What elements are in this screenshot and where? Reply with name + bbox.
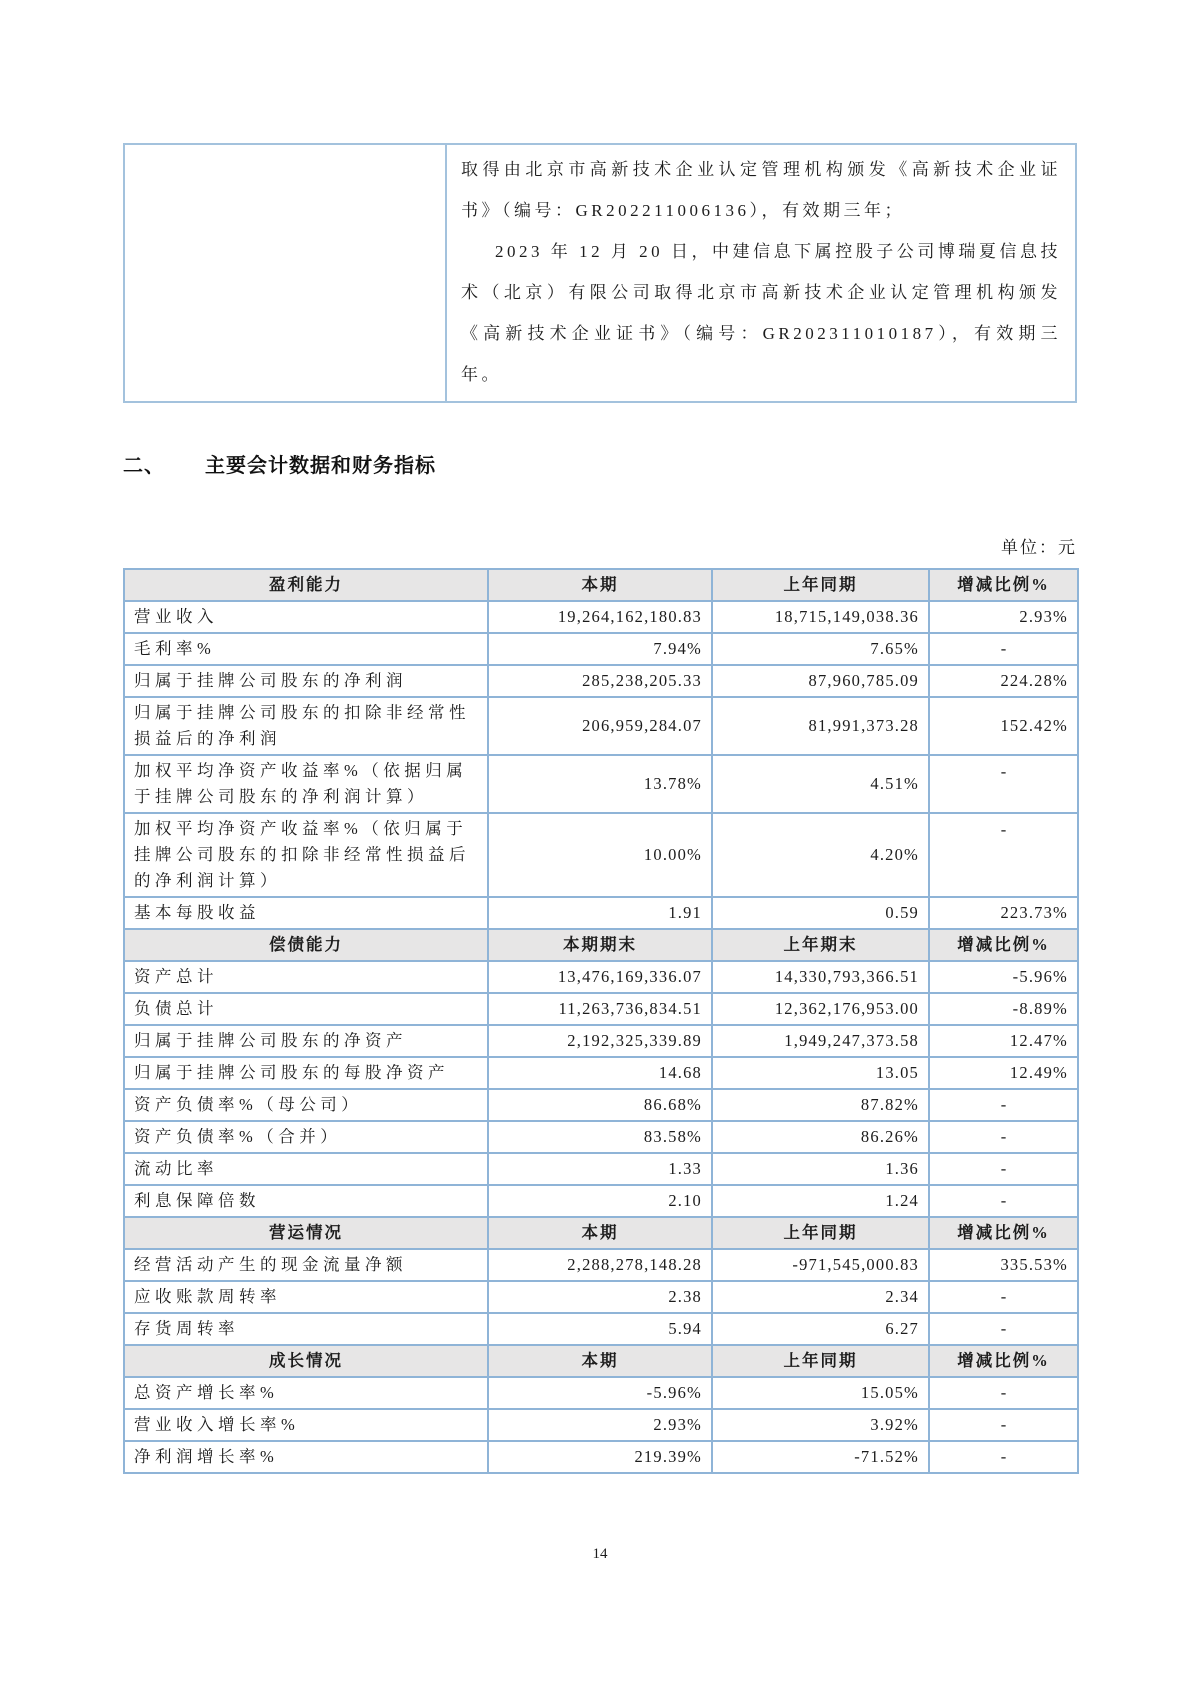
change-value-cell: -	[929, 633, 1078, 665]
change-value-cell: -5.96%	[929, 961, 1078, 993]
change-value-cell: -	[929, 1441, 1078, 1473]
row-label-cell: 归属于挂牌公司股东的净利润	[124, 665, 488, 697]
prior-value-cell: 14,330,793,366.51	[712, 961, 929, 993]
current-value-cell: 219.39%	[488, 1441, 712, 1473]
financial-table	[123, 568, 1079, 1474]
certificate-table	[123, 143, 1077, 403]
current-period-header-cell: 本期期末	[488, 929, 712, 961]
certificate-paragraph: 取得由北京市高新技术企业认定管理机构颁发《高新技术企业证书》（编号：GR202211006136），有效期三年；	[461, 160, 1061, 220]
change-value-cell: 12.49%	[929, 1057, 1078, 1089]
table-row	[124, 1153, 1078, 1185]
current-value-cell: 14.68	[488, 1057, 712, 1089]
prior-value-cell: 6.27	[712, 1313, 929, 1345]
change-value-cell: 2.93%	[929, 601, 1078, 633]
prior-value-cell: 4.51%	[712, 755, 929, 813]
current-value-cell: 13,476,169,336.07	[488, 961, 712, 993]
current-value-cell: 2.38	[488, 1281, 712, 1313]
current-value-cell: 2,192,325,339.89	[488, 1025, 712, 1057]
prior-value-cell: 86.26%	[712, 1121, 929, 1153]
section-heading-title: 主要会计数据和财务指标	[205, 455, 436, 477]
row-label-cell: 加权平均净资产收益率%（依据归属于挂牌公司股东的净利润计算）	[124, 755, 488, 813]
prior-value-cell: 13.05	[712, 1057, 929, 1089]
table-row	[124, 633, 1078, 665]
row-label-cell: 负债总计	[124, 993, 488, 1025]
change-value-cell: -	[929, 1281, 1078, 1313]
prior-value-cell: 1.24	[712, 1185, 929, 1217]
prior-value-cell: 12,362,176,953.00	[712, 993, 929, 1025]
current-value-cell: 83.58%	[488, 1121, 712, 1153]
prior-period-header-cell: 上年同期	[712, 1217, 929, 1249]
row-label-cell: 存货周转率	[124, 1313, 488, 1345]
table-row	[124, 144, 1076, 402]
prior-value-cell: -971,545,000.83	[712, 1249, 929, 1281]
current-value-cell: 13.78%	[488, 755, 712, 813]
change-value-cell: 152.42%	[929, 697, 1078, 755]
row-label-cell: 归属于挂牌公司股东的净资产	[124, 1025, 488, 1057]
current-value-cell: 2.93%	[488, 1409, 712, 1441]
table-row	[124, 1185, 1078, 1217]
change-value-cell: -	[929, 1121, 1078, 1153]
change-value-cell: -	[929, 1377, 1078, 1409]
row-label-cell: 资产负债率%（合并）	[124, 1121, 488, 1153]
current-value-cell: 10.00%	[488, 813, 712, 897]
row-label-cell: 净利润增长率%	[124, 1441, 488, 1473]
table-row	[124, 1057, 1078, 1089]
change-value-cell: -	[929, 813, 1078, 897]
change-value-cell: -	[929, 1185, 1078, 1217]
change-value-cell: 224.28%	[929, 665, 1078, 697]
table-row	[124, 897, 1078, 929]
certificate-table-text-cell	[446, 144, 1076, 402]
change-value-cell: -8.89%	[929, 993, 1078, 1025]
change-ratio-header-cell: 增减比例%	[929, 1345, 1078, 1377]
current-value-cell: 19,264,162,180.83	[488, 601, 712, 633]
prior-value-cell: 81,991,373.28	[712, 697, 929, 755]
current-value-cell: 206,959,284.07	[488, 697, 712, 755]
table-row	[124, 697, 1078, 755]
certificate-paragraph: 2023 年 12 月 20 日，中建信息下属控股子公司博瑞夏信息技术（北京）有限公司取得北京市高新技术企业认定管理机构颁发《高新技术企业证书》（编号：GR202311010187），有效期三年。	[461, 242, 1061, 384]
table-section-header-row	[124, 929, 1078, 961]
row-label-cell: 营业收入增长率%	[124, 1409, 488, 1441]
prior-period-header-cell: 上年同期	[712, 1345, 929, 1377]
row-label-cell: 毛利率%	[124, 633, 488, 665]
prior-value-cell: 4.20%	[712, 813, 929, 897]
prior-value-cell: 87.82%	[712, 1089, 929, 1121]
table-row	[124, 1281, 1078, 1313]
section-label-cell: 营运情况	[124, 1217, 488, 1249]
current-period-header-cell: 本期	[488, 1345, 712, 1377]
row-label-cell: 利息保障倍数	[124, 1185, 488, 1217]
prior-value-cell: 15.05%	[712, 1377, 929, 1409]
prior-value-cell: 18,715,149,038.36	[712, 601, 929, 633]
table-row	[124, 1089, 1078, 1121]
change-value-cell: 335.53%	[929, 1249, 1078, 1281]
row-label-cell: 资产负债率%（母公司）	[124, 1089, 488, 1121]
prior-value-cell: 2.34	[712, 1281, 929, 1313]
row-label-cell: 归属于挂牌公司股东的每股净资产	[124, 1057, 488, 1089]
row-label-cell: 流动比率	[124, 1153, 488, 1185]
table-row	[124, 1249, 1078, 1281]
table-row	[124, 755, 1078, 813]
change-ratio-header-cell: 增减比例%	[929, 929, 1078, 961]
row-label-cell: 基本每股收益	[124, 897, 488, 929]
table-row	[124, 1377, 1078, 1409]
prior-value-cell: 0.59	[712, 897, 929, 929]
current-value-cell: 86.68%	[488, 1089, 712, 1121]
prior-value-cell: 87,960,785.09	[712, 665, 929, 697]
row-label-cell: 资产总计	[124, 961, 488, 993]
current-value-cell: -5.96%	[488, 1377, 712, 1409]
unit-label: 单位：元	[1001, 538, 1077, 557]
table-row	[124, 601, 1078, 633]
table-row	[124, 1313, 1078, 1345]
current-period-header-cell: 本期	[488, 569, 712, 601]
section-label-cell: 成长情况	[124, 1345, 488, 1377]
change-ratio-header-cell: 增减比例%	[929, 1217, 1078, 1249]
current-value-cell: 1.91	[488, 897, 712, 929]
row-label-cell: 应收账款周转率	[124, 1281, 488, 1313]
prior-value-cell: 3.92%	[712, 1409, 929, 1441]
row-label-cell: 经营活动产生的现金流量净额	[124, 1249, 488, 1281]
current-value-cell: 1.33	[488, 1153, 712, 1185]
row-label-cell: 总资产增长率%	[124, 1377, 488, 1409]
section-heading-number: 二、	[123, 455, 165, 477]
current-value-cell: 7.94%	[488, 633, 712, 665]
financial-table-body	[124, 569, 1078, 1473]
current-value-cell: 11,263,736,834.51	[488, 993, 712, 1025]
table-row	[124, 813, 1078, 897]
table-row	[124, 1121, 1078, 1153]
table-section-header-row	[124, 1345, 1078, 1377]
prior-value-cell: 1,949,247,373.58	[712, 1025, 929, 1057]
section-label-cell: 盈利能力	[124, 569, 488, 601]
change-ratio-header-cell: 增减比例%	[929, 569, 1078, 601]
table-row	[124, 1025, 1078, 1057]
page-number: 14	[592, 1546, 608, 1562]
table-section-header-row	[124, 569, 1078, 601]
change-value-cell: -	[929, 755, 1078, 813]
current-value-cell: 285,238,205.33	[488, 665, 712, 697]
table-row	[124, 993, 1078, 1025]
current-value-cell: 5.94	[488, 1313, 712, 1345]
certificate-table-empty-cell	[124, 144, 446, 402]
current-value-cell: 2,288,278,148.28	[488, 1249, 712, 1281]
change-value-cell: -	[929, 1089, 1078, 1121]
table-row	[124, 961, 1078, 993]
change-value-cell: -	[929, 1409, 1078, 1441]
row-label-cell: 加权平均净资产收益率%（依归属于挂牌公司股东的扣除非经常性损益后的净利润计算）	[124, 813, 488, 897]
table-row	[124, 1441, 1078, 1473]
change-value-cell: -	[929, 1313, 1078, 1345]
prior-value-cell: 1.36	[712, 1153, 929, 1185]
change-value-cell: -	[929, 1153, 1078, 1185]
current-period-header-cell: 本期	[488, 1217, 712, 1249]
table-row	[124, 1409, 1078, 1441]
prior-period-header-cell: 上年期末	[712, 929, 929, 961]
row-label-cell: 营业收入	[124, 601, 488, 633]
current-value-cell: 2.10	[488, 1185, 712, 1217]
prior-value-cell: -71.52%	[712, 1441, 929, 1473]
row-label-cell: 归属于挂牌公司股东的扣除非经常性损益后的净利润	[124, 697, 488, 755]
prior-value-cell: 7.65%	[712, 633, 929, 665]
table-row	[124, 665, 1078, 697]
section-heading	[123, 449, 436, 478]
prior-period-header-cell: 上年同期	[712, 569, 929, 601]
change-value-cell: 12.47%	[929, 1025, 1078, 1057]
table-section-header-row	[124, 1217, 1078, 1249]
change-value-cell: 223.73%	[929, 897, 1078, 929]
section-label-cell: 偿债能力	[124, 929, 488, 961]
